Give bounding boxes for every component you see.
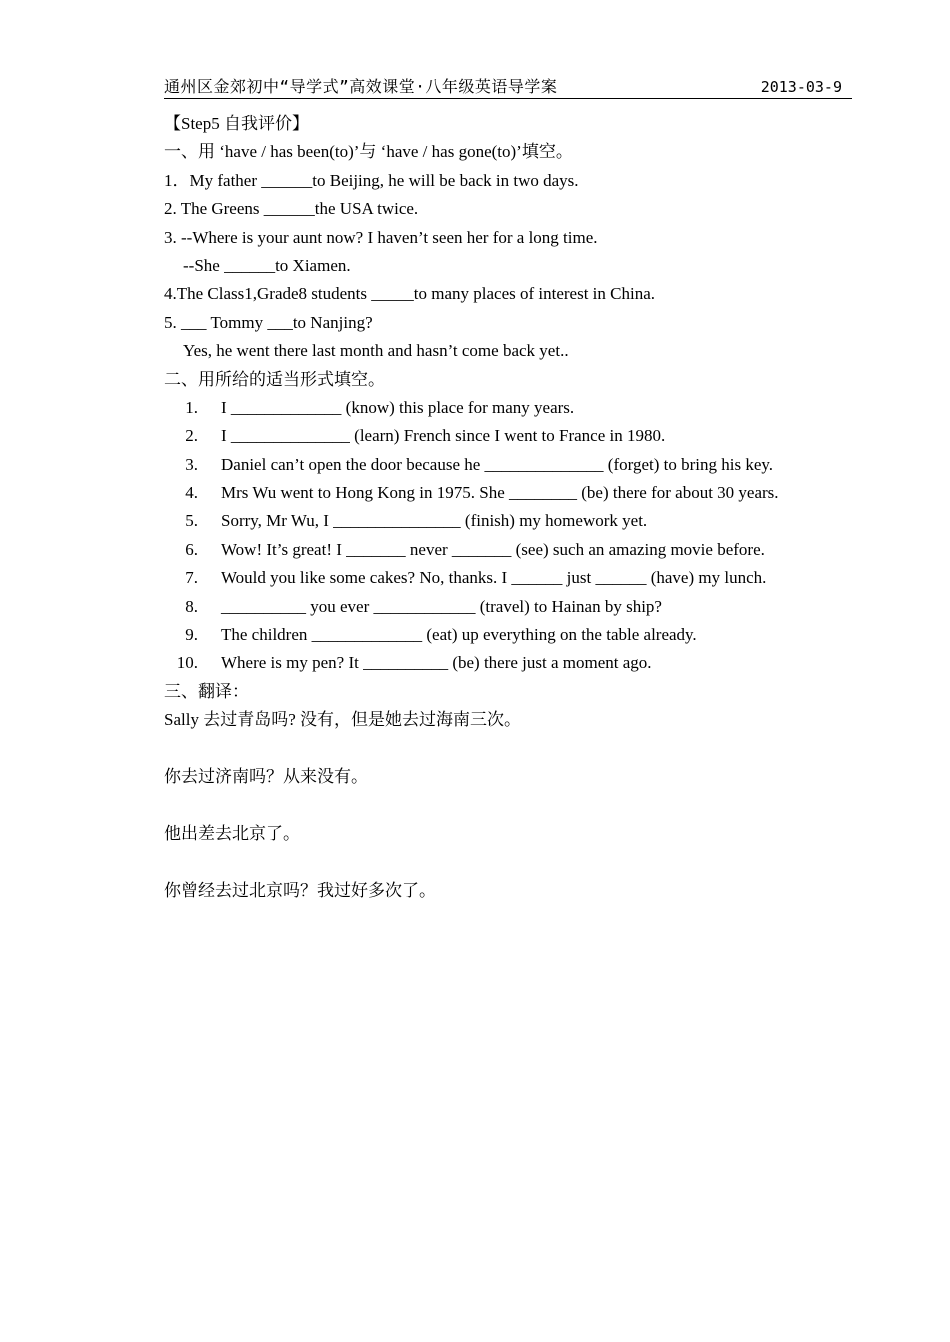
exercise-item: [164, 394, 864, 422]
exercise-number: 9.: [185, 625, 198, 645]
section3-heading: 三、翻译：: [164, 681, 249, 701]
worksheet-content: [164, 110, 864, 905]
section1-question: 5. ___ Tommy ___to Nanjing?: [164, 312, 373, 332]
exercise-item: [164, 593, 864, 621]
section1-heading: 一、用 ‘have / has been(to)’与 ‘have / has gone(to)’填空。: [164, 142, 573, 162]
exercise-item: [164, 507, 864, 535]
translation-sentence: 你去过济南吗？从来没有。: [164, 766, 368, 786]
exercise-item: [164, 536, 864, 564]
section1-question: 2. The Greens ______the USA twice.: [164, 199, 419, 219]
exercise-item: [164, 621, 864, 649]
page-header: [164, 76, 852, 99]
section2-heading: 二、用所给的适当形式填空。: [164, 369, 385, 389]
section1-question: 3. --Where is your aunt now? I haven’t seen her for a long time.: [164, 227, 598, 247]
header-title: 通州区金郊初中“导学式”高效课堂·八年级英语导学案: [164, 77, 558, 96]
exercise-number: 3.: [185, 454, 198, 474]
exercise-text: Where is my pen? It __________ (be) there just a moment ago.: [221, 653, 652, 673]
exercise-text: Daniel can’t open the door because he ______________ (forget) to bring his key.: [221, 454, 774, 474]
exercise-text: Mrs Wu went to Hong Kong in 1975. She ________ (be) there for about 30 years.: [221, 483, 779, 503]
exercise-item: [164, 422, 864, 450]
step-title: 【Step5 自我评价】: [164, 114, 309, 133]
answer-space: [164, 791, 864, 819]
exercise-number: 8.: [185, 596, 198, 616]
section1-question: --She ______to Xiamen.: [183, 255, 351, 275]
exercise-text: Wow! It’s great! I _______ never _______ (see) such an amazing movie before.: [221, 539, 765, 559]
exercise-number: 2.: [185, 426, 198, 446]
exercise-item: [164, 649, 864, 677]
exercise-item: [164, 451, 864, 479]
header-date: 2013-03-9: [760, 78, 842, 96]
exercise-text: I _____________ (know) this place for many years.: [221, 397, 575, 417]
translation-sentence: 你曾经去过北京吗？我过好多次了。: [164, 880, 436, 900]
exercise-number: 1.: [185, 397, 198, 417]
section1-question: 1．My father ______to Beijing, he will be back in two days.: [164, 170, 579, 190]
translation-sentence: Sally 去过青岛吗? 没有，但是她去过海南三次。: [164, 710, 521, 730]
answer-space: [164, 735, 864, 763]
exercise-item: [164, 564, 864, 592]
exercise-number: 7.: [185, 568, 198, 588]
exercise-text: Would you like some cakes? No, thanks. I ______ just ______ (have) my lunch.: [221, 568, 767, 588]
answer-space: [164, 848, 864, 876]
exercise-text: I ______________ (learn) French since I went to France in 1980.: [221, 426, 666, 446]
exercise-text: The children _____________ (eat) up everything on the table already.: [221, 625, 697, 645]
section1-question: Yes, he went there last month and hasn’t come back yet..: [183, 341, 569, 361]
exercise-text: Sorry, Mr Wu, I _______________ (finish) my homework yet.: [221, 511, 648, 531]
exercise-text: __________ you ever ____________ (travel) to Hainan by ship?: [221, 596, 662, 616]
exercise-number: 5.: [185, 511, 198, 531]
section1-question: 4.The Class1,Grade8 students _____to many places of interest in China.: [164, 284, 656, 304]
exercise-number: 4.: [185, 483, 198, 503]
exercise-number: 10.: [176, 653, 198, 673]
exercise-number: 6.: [185, 539, 198, 559]
exercise-item: [164, 479, 864, 507]
translation-sentence: 他出差去北京了。: [164, 823, 300, 843]
